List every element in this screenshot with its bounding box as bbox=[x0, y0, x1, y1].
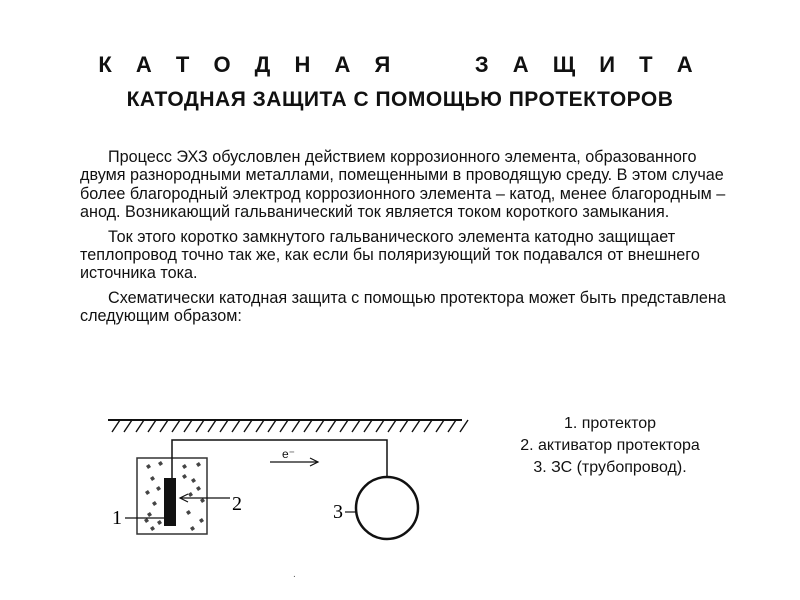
ground-hatch-mark bbox=[292, 420, 300, 432]
ground-hatch-mark bbox=[328, 420, 336, 432]
slide-subtitle: КАТОДНАЯ ЗАЩИТА С ПОМОЩЬЮ ПРОТЕКТОРОВ bbox=[126, 88, 674, 111]
ground-hatch-mark bbox=[148, 420, 156, 432]
ground-hatch-mark bbox=[220, 420, 228, 432]
ground-hatch-mark bbox=[460, 420, 468, 432]
ground-hatch-mark bbox=[280, 420, 288, 432]
slide-title: К А Т О Д Н А Я З А Щ И Т А bbox=[98, 52, 702, 77]
ground-hatch-mark bbox=[340, 420, 348, 432]
ground-hatch-mark bbox=[160, 420, 168, 432]
ground-hatch-mark bbox=[376, 420, 384, 432]
label-2: 2 bbox=[232, 493, 242, 515]
ground-hatch-mark bbox=[364, 420, 372, 432]
legend-item-2: 2. активатор протектора bbox=[520, 437, 700, 454]
label-1: 1 bbox=[112, 507, 122, 529]
paragraph-3: Схематически катодная защита с помощью протектора может быть представлена следующим образом: bbox=[80, 288, 726, 326]
ground-hatch-mark bbox=[424, 420, 432, 432]
paragraph-2: Ток этого коротко замкнутого гальванического элемента катодно защищает теплопровод точно так же, как если бы поляризующий ток подавался от внешнего источника тока. bbox=[80, 227, 700, 283]
ground-hatch-mark bbox=[172, 420, 180, 432]
legend-item-3: 3. ЗС (трубопровод). bbox=[533, 459, 687, 476]
ground-hatch-mark bbox=[232, 420, 240, 432]
ground-hatch-mark bbox=[244, 420, 252, 432]
ground-hatch-mark bbox=[448, 420, 456, 432]
ground-hatch-mark bbox=[316, 420, 324, 432]
ground-surface bbox=[108, 420, 468, 432]
ground-hatch-mark bbox=[352, 420, 360, 432]
ground-hatch-mark bbox=[436, 420, 444, 432]
legend bbox=[490, 413, 730, 479]
ground-hatch-mark bbox=[112, 420, 120, 432]
bottom-dot: . bbox=[293, 569, 296, 580]
ground-hatch-mark bbox=[304, 420, 312, 432]
ground-hatch-mark bbox=[124, 420, 132, 432]
ground-hatch-mark bbox=[184, 420, 192, 432]
ground-hatch-mark bbox=[196, 420, 204, 432]
ground-hatch-mark bbox=[136, 420, 144, 432]
pipeline-circle bbox=[356, 477, 418, 539]
ground-hatch-mark bbox=[388, 420, 396, 432]
ground-hatch-mark bbox=[208, 420, 216, 432]
protector-anode bbox=[164, 478, 176, 526]
label-3: 3 bbox=[333, 501, 343, 523]
ground-hatch-mark bbox=[400, 420, 408, 432]
ground-hatch-mark bbox=[256, 420, 264, 432]
ground-hatch-mark bbox=[268, 420, 276, 432]
paragraph-1: Процесс ЭХЗ обусловлен действием коррозионного элемента, образованного двумя разнородными металлами, помещенными в проводящую среду. В этом случае более благородный электрод коррозионного элемента – катод, менее благородным – анод. Возникающий гальванический ток является током короткого замыкания. bbox=[80, 148, 726, 222]
legend-item-1: 1. протектор bbox=[563, 415, 657, 432]
ground-hatch-mark bbox=[412, 420, 420, 432]
electron-label: e⁻ bbox=[282, 447, 296, 461]
